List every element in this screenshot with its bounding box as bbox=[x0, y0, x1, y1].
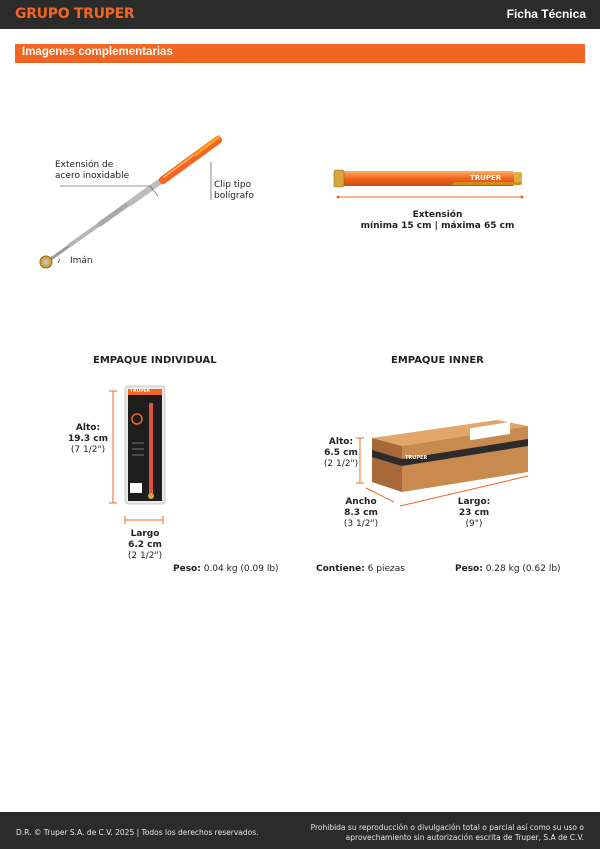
blister-pack-illustration bbox=[108, 383, 178, 528]
footer-copyright: D.R. © Truper S.A. de C.V. 2025 | Todos los derechos reservados. bbox=[16, 828, 259, 837]
inner-height: Alto: 6.5 cm (2 1/2") bbox=[323, 437, 359, 469]
leader-lines bbox=[0, 0, 600, 300]
individual-weight: Peso: 0.04 kg (0.09 lb) bbox=[173, 564, 279, 574]
footer-notice: Prohibida su reproducción o divulgación total o parcial así como su uso o aprovechamiento sin autorización escrita de Truper, S.A de C.V. bbox=[310, 823, 584, 842]
label-extension: Extensión de acero inoxidable bbox=[55, 160, 130, 181]
box-brand: TRUPER bbox=[405, 455, 428, 461]
inner-length: Largo: 23 cm (9") bbox=[457, 497, 491, 529]
label-magnet: Imán bbox=[70, 256, 93, 266]
inner-contents: Contiene: 6 piezas bbox=[316, 564, 405, 574]
inner-pack-heading: EMPAQUE INNER bbox=[391, 355, 484, 366]
extension-range: Extensión mínima 15 cm | máxima 65 cm bbox=[360, 210, 515, 231]
label-clip: Clip tipo bolígrafo bbox=[214, 180, 254, 201]
brand-logo: GRUPO TRUPER bbox=[15, 6, 135, 22]
tool-brand-print: TRUPER bbox=[470, 174, 502, 182]
footer-bar bbox=[0, 812, 600, 849]
individual-height: Alto: 19.3 cm (7 1/2") bbox=[67, 423, 109, 455]
card-brand: TRUPER bbox=[130, 389, 151, 394]
closed-tool-illustration bbox=[334, 166, 534, 206]
individual-pack-heading: EMPAQUE INDIVIDUAL bbox=[93, 355, 217, 366]
individual-length: Largo 6.2 cm (2 1/2") bbox=[127, 529, 163, 561]
inner-weight: Peso: 0.28 kg (0.62 lb) bbox=[455, 564, 561, 574]
inner-width: Ancho 8.3 cm (3 1/2") bbox=[343, 497, 379, 529]
section-title: Imagenes complementarias bbox=[22, 46, 173, 58]
document-type: Ficha Técnica bbox=[506, 7, 586, 21]
